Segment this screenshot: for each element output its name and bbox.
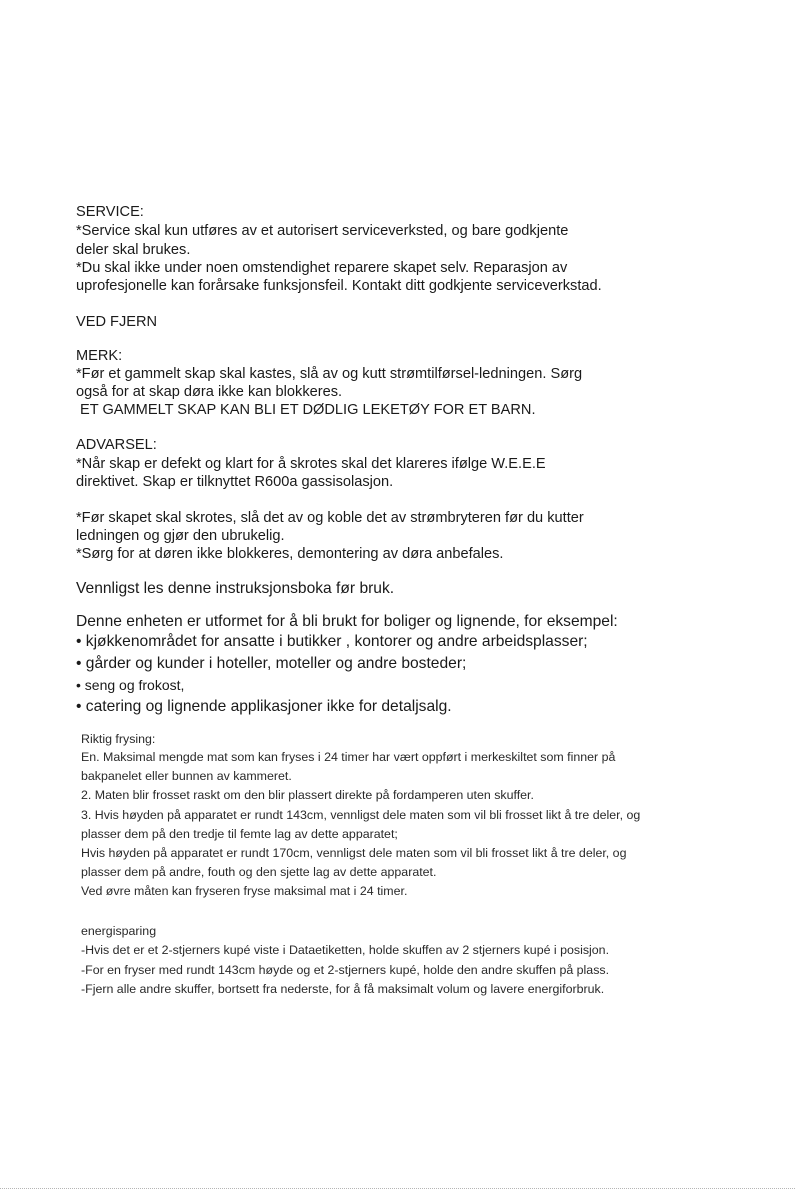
read-manual-text: Vennligst les denne instruksjonsboka før bruk.	[76, 580, 395, 597]
warning-heading: ADVARSEL:	[76, 437, 157, 453]
intended-use-bullet: • kjøkkenområdet for ansatte i butikker , kontorer og andre arbeidsplasser;	[76, 633, 588, 650]
note-text-line: også for at skap døra ikke kan blokkeres.	[76, 384, 343, 400]
service-text-line: deler skal brukes.	[76, 242, 191, 258]
note-warning-line: ET GAMMELT SKAP KAN BLI ET DØDLIG LEKETØY FOR ET BARN.	[80, 402, 536, 418]
warning-text-line: *Når skap er defekt og klart for å skrotes skal det klareres ifølge W.E.E.E	[76, 456, 546, 472]
note-heading: MERK:	[76, 348, 123, 364]
service-text-line: uprofesjonelle kan forårsake funksjonsfeil. Kontakt ditt godkjente serviceverkstad.	[76, 278, 602, 294]
freezing-text-line: Hvis høyden på apparatet er rundt 170cm, vennligst dele maten som vil bli frosset likt å tre deler, og	[81, 846, 627, 860]
freezing-text-line: bakpanelet eller bunnen av kammeret.	[81, 769, 292, 783]
warning-text-line: ledningen og gjør den ubrukelig.	[76, 528, 285, 544]
freezing-text-line: En. Maksimal mengde mat som kan fryses i 24 timer har vært oppført i merkeskiltet som finner på	[81, 750, 616, 764]
energy-text-line: -For en fryser med rundt 143cm høyde og et 2-stjerners kupé, holde den andre skuffen på plass.	[81, 963, 610, 977]
intended-use-bullet: • catering og lignende applikasjoner ikke for detaljsalg.	[76, 698, 452, 715]
intended-use-text: Denne enheten er utformet for å bli brukt for boliger og lignende, for eksempel:	[76, 613, 618, 630]
freezing-text-line: 2. Maten blir frosset raskt om den blir plassert direkte på fordamperen uten skuffer.	[81, 788, 534, 802]
freezing-text-line: Ved øvre måten kan fryseren fryse maksimal mat i 24 timer.	[81, 884, 408, 898]
intended-use-bullet: • gårder og kunder i hoteller, moteller og andre bosteder;	[76, 655, 467, 672]
service-text-line: *Du skal ikke under noen omstendighet reparere skapet selv. Reparasjon av	[76, 260, 568, 276]
warning-text-line: *Sørg for at døren ikke blokkeres, demontering av døra anbefales.	[76, 546, 504, 562]
note-text-line: *Før et gammelt skap skal kastes, slå av og kutt strømtilførsel-ledningen. Sørg	[76, 366, 583, 382]
page-bottom-border	[0, 1188, 795, 1189]
service-text-line: *Service skal kun utføres av et autorisert serviceverksted, og bare godkjente	[76, 223, 569, 239]
intended-use-bullet: • seng og frokost,	[76, 677, 185, 693]
service-heading: SERVICE:	[76, 204, 144, 220]
freezing-text-line: plasser dem på andre, fouth og den sjette lag av dette apparatet.	[81, 865, 437, 879]
warning-text-line: direktivet. Skap er tilknyttet R600a gassisolasjon.	[76, 474, 394, 490]
energy-text-line: -Hvis det er et 2-stjerners kupé viste i Dataetiketten, holde skuffen av 2 stjerners kupé i posisjon.	[81, 943, 610, 957]
disposal-heading: VED FJERN	[76, 314, 158, 330]
energy-heading: energisparing	[81, 924, 157, 938]
freezing-heading: Riktig frysing:	[81, 732, 156, 746]
energy-text-line: -Fjern alle andre skuffer, bortsett fra nederste, for å få maksimalt volum og lavere energiforbruk.	[81, 982, 605, 996]
freezing-text-line: 3. Hvis høyden på apparatet er rundt 143cm, vennligst dele maten som vil bli frosset likt å tre deler, og	[81, 808, 641, 822]
warning-text-line: *Før skapet skal skrotes, slå det av og koble det av strømbryteren før du kutter	[76, 510, 584, 526]
freezing-text-line: plasser dem på den tredje til femte lag av dette apparatet;	[81, 827, 398, 841]
